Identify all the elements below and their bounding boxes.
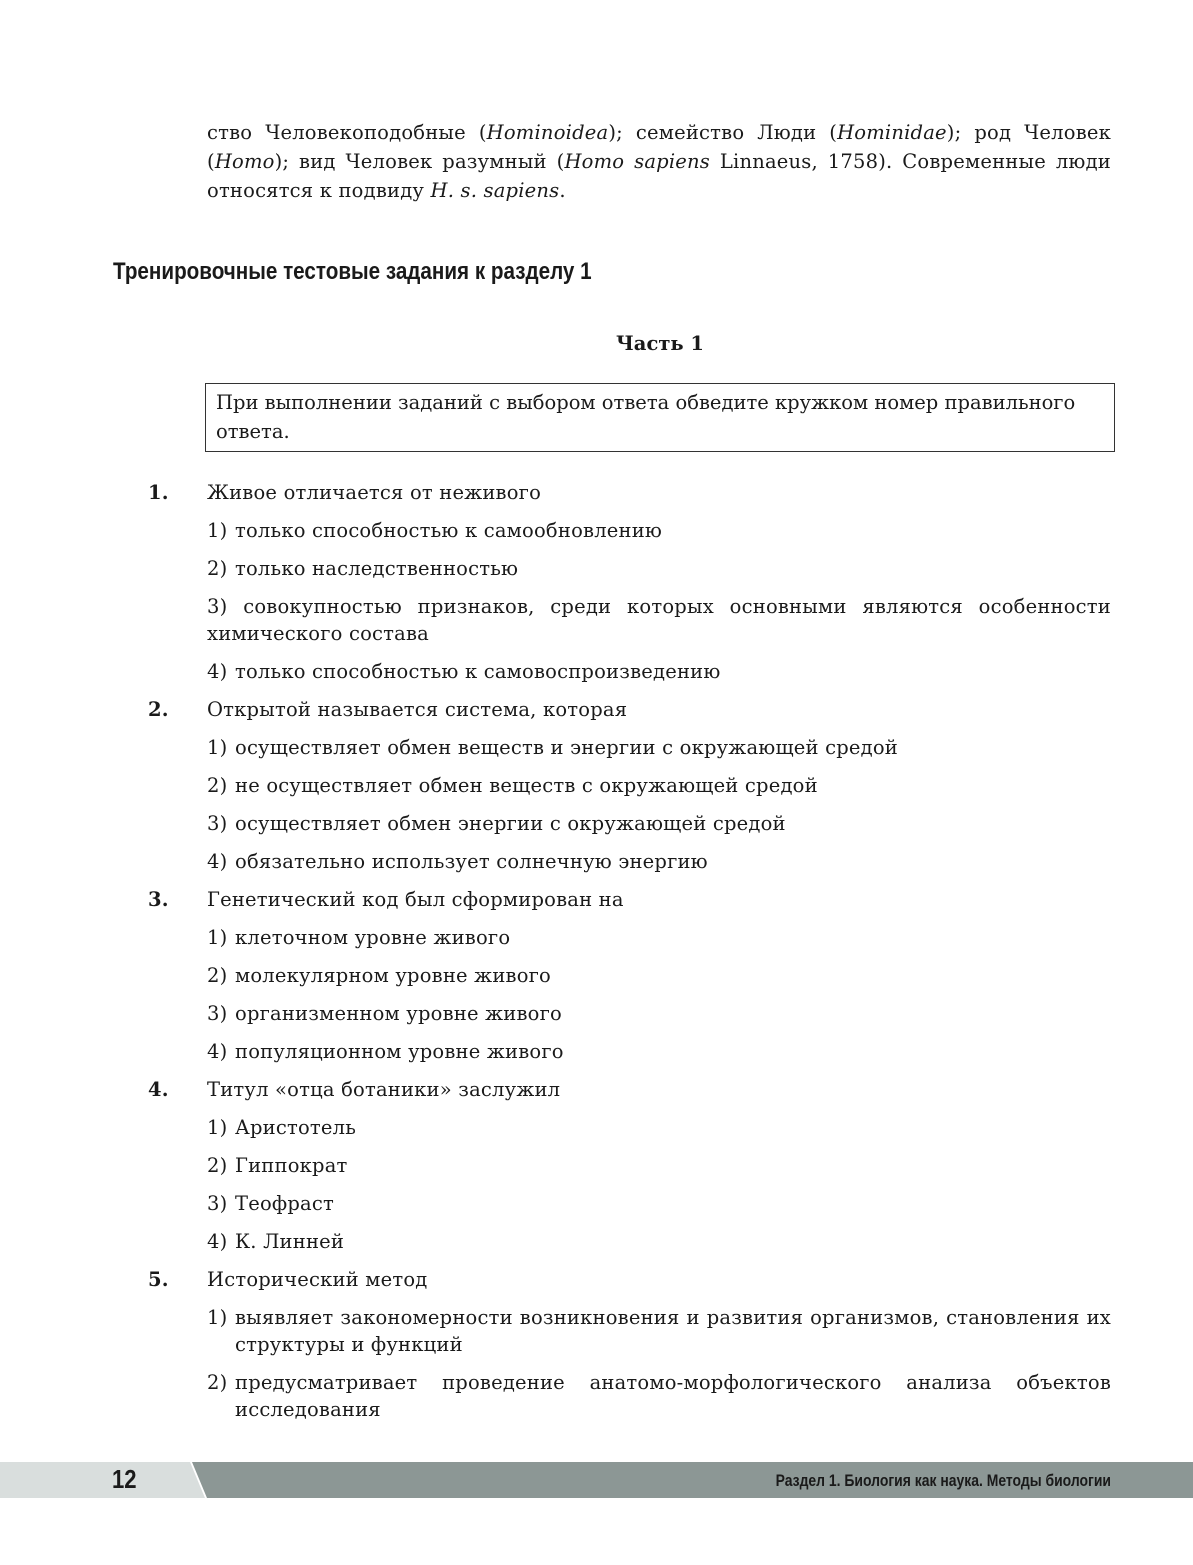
question-2 <box>148 696 1111 875</box>
option-text: Теофраст <box>235 1192 334 1215</box>
question-text: Живое отличается от неживого <box>207 481 542 504</box>
option-text: не осуществляет обмен веществ с окружающей средой <box>235 774 818 797</box>
option-text: Аристотель <box>235 1116 357 1139</box>
option-number: 4) <box>207 850 228 873</box>
option-number: 2) <box>207 774 228 797</box>
option-text: Гиппократ <box>235 1154 348 1177</box>
option-text: совокупностью признаков, среди которых основными являются особенности химического состава <box>207 595 1111 645</box>
answer-option[interactable] <box>207 924 1111 951</box>
answer-option[interactable] <box>207 555 1111 582</box>
answer-option[interactable] <box>207 1114 1111 1141</box>
question-number: 5. <box>148 1268 169 1291</box>
option-text: осуществляет обмен веществ и энергии с окружающей средой <box>235 736 899 759</box>
intro-text: ство Человекоподобные ( <box>207 121 487 144</box>
intro-latin: H. s. sapiens <box>430 179 560 202</box>
option-number: 1) <box>207 736 228 759</box>
question-number: 3. <box>148 888 169 911</box>
answer-option[interactable] <box>207 1369 1111 1423</box>
question-1 <box>148 479 1111 685</box>
option-text: К. Линней <box>235 1230 345 1253</box>
option-number: 3) <box>207 1002 228 1025</box>
question-4 <box>148 1076 1111 1255</box>
intro-latin: Hominidae <box>837 121 947 144</box>
option-number: 1) <box>207 926 228 949</box>
part-title: Часть 1 <box>616 332 704 355</box>
answer-option[interactable] <box>207 1000 1111 1027</box>
option-number: 3) <box>207 1192 228 1215</box>
option-text: только способностью к самообновлению <box>235 519 663 542</box>
intro-text: ); род Человек ( <box>207 121 1111 173</box>
answer-option[interactable] <box>207 848 1111 875</box>
answer-option[interactable] <box>207 517 1111 544</box>
answer-option[interactable] <box>207 658 1111 685</box>
option-number: 1) <box>207 1116 228 1139</box>
answer-option[interactable] <box>207 772 1111 799</box>
answer-option[interactable] <box>207 1228 1111 1255</box>
question-text: Открытой называется система, которая <box>207 698 628 721</box>
question-text: Исторический метод <box>207 1268 428 1291</box>
option-number: 4) <box>207 1040 228 1063</box>
option-text: осуществляет обмен энергии с окружающей средой <box>235 812 786 835</box>
option-number: 3) <box>207 812 228 835</box>
page-footer <box>0 1462 1193 1498</box>
option-number: 1) <box>207 519 228 542</box>
footer-bar-light <box>0 1462 205 1498</box>
option-number: 2) <box>207 964 228 987</box>
intro-latin: Homo sapiens <box>564 150 710 173</box>
option-text: выявляет закономерности возникновения и развития организмов, становления их структуры и функций <box>235 1306 1111 1356</box>
answer-option[interactable] <box>207 810 1111 837</box>
question-list <box>148 479 1111 1434</box>
question-text: Генетический код был сформирован на <box>207 888 624 911</box>
question-3 <box>148 886 1111 1065</box>
option-text: обязательно использует солнечную энергию <box>235 850 708 873</box>
option-number: 2) <box>207 1154 228 1177</box>
option-text: только наследственностью <box>235 557 519 580</box>
question-text: Титул «отца ботаники» заслужил <box>207 1078 561 1101</box>
instruction-box: При выполнении заданий с выбором ответа обведите кружком номер правильного ответа. <box>205 383 1115 452</box>
answer-option[interactable] <box>207 1304 1111 1358</box>
option-number: 2) <box>207 1371 228 1394</box>
intro-text: Linnaeus, 1758). Современные люди относятся к подвиду <box>207 150 1111 202</box>
option-number: 1) <box>207 1306 228 1329</box>
intro-latin: Hominoidea <box>486 121 609 144</box>
answer-option[interactable] <box>207 1190 1111 1217</box>
section-title: Тренировочные тестовые задания к разделу 1 <box>113 258 592 285</box>
option-text: популяционном уровне живого <box>235 1040 564 1063</box>
page-number: 12 <box>112 1464 137 1494</box>
answer-option[interactable] <box>207 1038 1111 1065</box>
answer-option[interactable] <box>207 593 1111 647</box>
question-number: 2. <box>148 698 169 721</box>
option-number: 4) <box>207 660 228 683</box>
option-text: организменном уровне живого <box>235 1002 562 1025</box>
answer-option[interactable] <box>207 734 1111 761</box>
answer-option[interactable] <box>207 962 1111 989</box>
intro-latin: Homo <box>214 150 275 173</box>
question-5 <box>148 1266 1111 1423</box>
running-title: Раздел 1. Биология как наука. Методы биологии <box>775 1471 1111 1490</box>
intro-text: ); семейство Люди ( <box>608 121 838 144</box>
intro-paragraph <box>207 118 1111 205</box>
option-number: 2) <box>207 557 228 580</box>
question-number: 4. <box>148 1078 169 1101</box>
option-text: предусматривает проведение анатомо-морфологического анализа объектов исследования <box>235 1371 1111 1421</box>
option-number: 3) <box>207 595 228 618</box>
option-text: молекулярном уровне живого <box>235 964 551 987</box>
option-number: 4) <box>207 1230 228 1253</box>
answer-option[interactable] <box>207 1152 1111 1179</box>
intro-text: . <box>559 179 566 202</box>
option-text: клеточном уровне живого <box>235 926 511 949</box>
question-number: 1. <box>148 481 169 504</box>
option-text: только способностью к самовоспроизведению <box>235 660 721 683</box>
intro-text: ); вид Человек разумный ( <box>274 150 565 173</box>
